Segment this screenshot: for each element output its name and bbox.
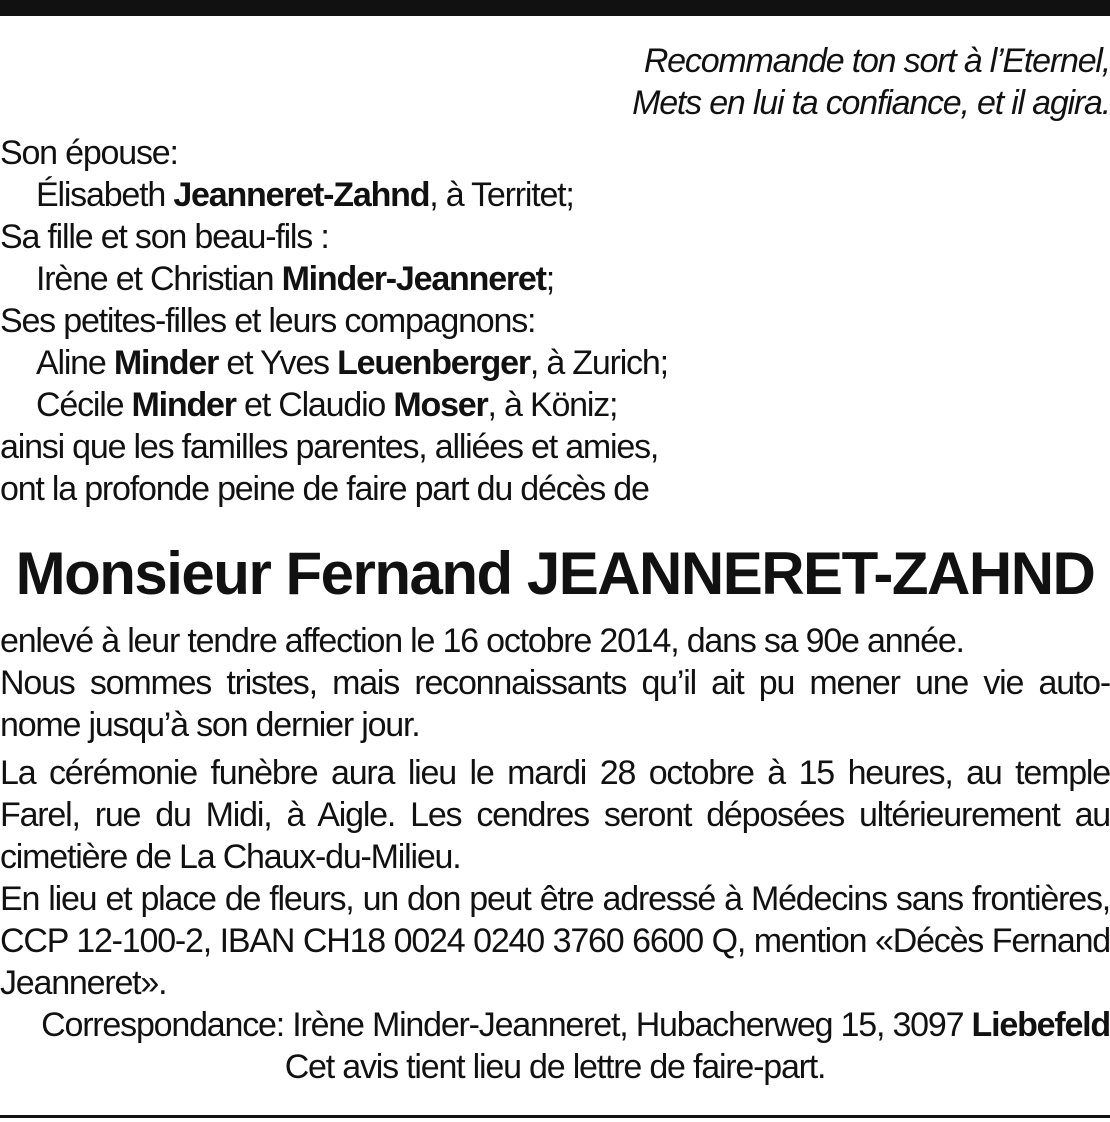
bottom-rule [0, 1115, 1110, 1118]
death-line: enlevé à leur tendre affection le 16 octobre 2014, dans sa 90e année. [0, 622, 964, 660]
grandchild-1-place: , à Zurich; [529, 344, 668, 382]
grandchildren-label: Ses petites-filles et leurs compagnons: [0, 302, 536, 340]
grandchild-1-and: et Yves [218, 344, 338, 382]
announce-line: ont la profonde peine de faire part du décès de [0, 470, 649, 508]
daughter-label: Sa fille et son beau-fils : [0, 218, 329, 256]
motto-line-2: Mets en lui ta confiance, et il agira. [632, 84, 1110, 122]
spouse-place: , à Territet; [429, 176, 574, 214]
donation-line-2: CCP 12-100-2, IBAN CH18 0024 0240 3760 6600 Q, mention «Décès Fernand [0, 922, 1110, 960]
families-line: ainsi que les familles parentes, alliées et amies, [0, 428, 659, 466]
grandchild-2-partner-last: Moser [393, 386, 488, 424]
grandchild-2-and: et Claudio [235, 386, 394, 424]
grandchild-1-partner-last: Leuenberger [337, 344, 530, 382]
deceased-name-heading: Monsieur Fernand JEANNERET-ZAHND [15, 540, 1095, 607]
grateful-line-2: nome jusqu’à son dernier jour. [0, 706, 420, 744]
donation-line-3: Jeanneret». [0, 964, 167, 1002]
correspondence-address: Correspondance: Irène Minder-Jeanneret, Hubacherweg 15, 3097 [41, 1006, 972, 1044]
grandchild-1-last: Minder [113, 344, 219, 382]
grandchild-entry-2 [0, 384, 1110, 426]
grandchild-1-first: Aline [36, 344, 114, 382]
ceremony-line-3: cimetière de La Chaux-du-Milieu. [0, 838, 461, 876]
correspondence-city: Liebefeld [971, 1006, 1110, 1044]
grateful-line-1: Nous sommes tristes, mais reconnaissants qu’il ait pu mener une vie auto- [0, 664, 1110, 702]
daughter-entry [0, 258, 1110, 300]
spouse-first-name: Élisabeth [36, 176, 174, 214]
closing-line: Cet avis tient lieu de lettre de faire-part. [284, 1048, 826, 1086]
daughter-first-names: Irène et Christian [36, 260, 282, 298]
motto-line-1: Recommande ton sort à l’Eternel, [643, 42, 1110, 80]
grandchild-entry-1 [0, 342, 1110, 384]
death-paragraph [0, 620, 1110, 746]
spouse-last-name: Jeanneret-Zahnd [173, 176, 430, 214]
spouse-entry [0, 174, 1110, 216]
daughter-end: ; [545, 260, 555, 298]
grandchild-2-place: , à Köniz; [487, 386, 618, 424]
family-list [0, 132, 1110, 510]
spouse-label: Son épouse: [0, 134, 178, 172]
top-rule [0, 0, 1110, 16]
donation-line-1: En lieu et place de fleurs, un don peut être adressé à Médecins sans frontières, [0, 880, 1110, 918]
ceremony-paragraph [0, 752, 1110, 1088]
daughter-last-name: Minder-Jeanneret [281, 260, 546, 298]
obituary-notice [0, 40, 1110, 1088]
ceremony-line-1: La cérémonie funèbre aura lieu le mardi 28 octobre à 15 heures, au temple [0, 754, 1110, 792]
motto [0, 40, 1110, 124]
grandchild-2-first: Cécile [36, 386, 132, 424]
grandchild-2-last: Minder [131, 386, 236, 424]
ceremony-line-2: Farel, rue du Midi, à Aigle. Les cendres seront déposées ultérieurement au [0, 796, 1110, 834]
correspondence-line [0, 1004, 1110, 1046]
